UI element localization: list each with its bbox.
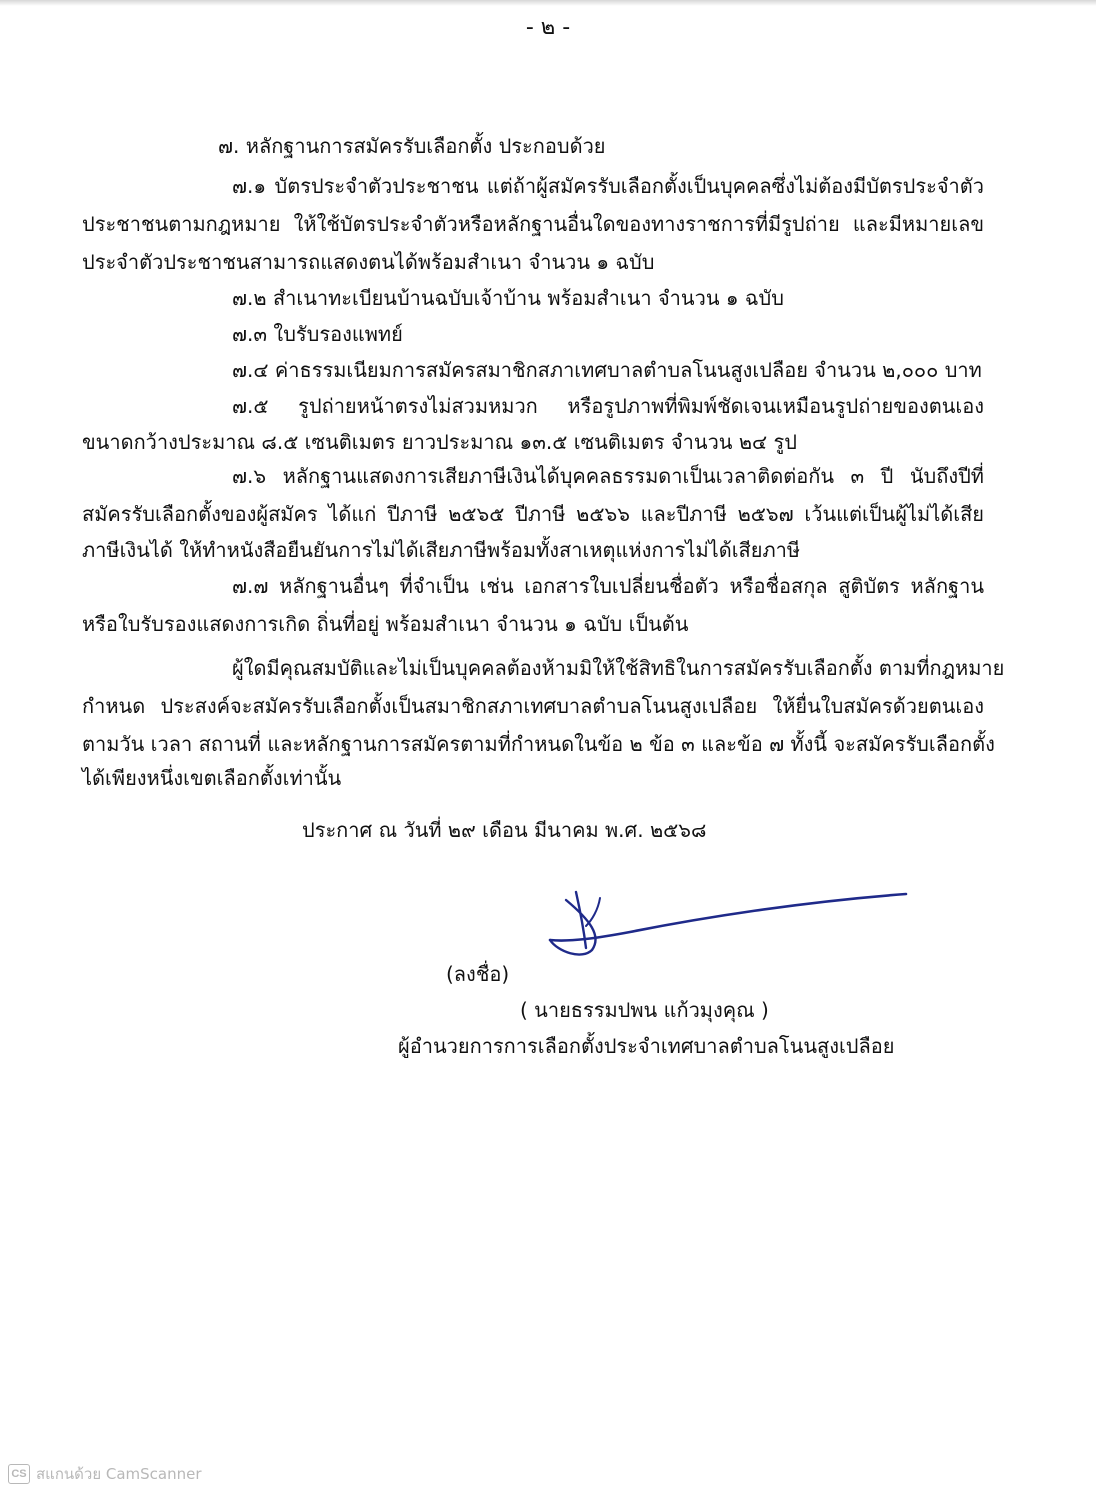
camscanner-logo-icon: CS (8, 1464, 30, 1484)
announcement-date: ประกาศ ณ วันที่ ๒๙ เดือน มีนาคม พ.ศ. ๒๕๖๘ (302, 818, 707, 842)
signer-name: ( นายธรรมปพน แก้วมุงคุณ ) (520, 998, 769, 1022)
item-7-6-line-3: ภาษีเงินได้ ให้ทำหนังสือยืนยันการไม่ได้เสียภาษีพร้อมทั้งสาเหตุแห่งการไม่ได้เสียภาษี (82, 538, 801, 562)
item-7-2: ๗.๒ สำเนาทะเบียนบ้านฉบับเจ้าบ้าน พร้อมสำเนา จำนวน ๑ ฉบับ (232, 286, 784, 310)
scan-top-edge (0, 0, 1096, 6)
item-7-6-line-2: สมัครรับเลือกตั้งของผู้สมัคร ได้แก่ ปีภาษี ๒๕๖๕ ปีภาษี ๒๕๖๖ และปีภาษี ๒๕๖๗ เว้นแต่เป็นผู้ไม่ได้เสีย (82, 502, 984, 526)
watermark-text: สแกนด้วย CamScanner (36, 1465, 202, 1483)
item-7-1-line-1: ๗.๑ บัตรประจำตัวประชาชน แต่ถ้าผู้สมัครรับเลือกตั้งเป็นบุคคลซึ่งไม่ต้องมีบัตรประจำตัว (232, 174, 984, 198)
item-7-1-line-2: ประชาชนตามกฎหมาย ให้ใช้บัตรประจำตัวหรือหลักฐานอื่นใดของทางราชการที่มีรูปถ่าย และมีหมายเลข (82, 212, 984, 236)
closing-paragraph-line-2: กำหนด ประสงค์จะสมัครรับเลือกตั้งเป็นสมาชิกสภาเทศบาลตำบลโนนสูงเปลือย ให้ยื่นใบสมัครด้วยตนเอง (82, 694, 984, 718)
item-7-5-line-2: ขนาดกว้างประมาณ ๘.๕ เซนติเมตร ยาวประมาณ ๑๓.๕ เซนติเมตร จำนวน ๒๔ รูป (82, 430, 797, 454)
closing-paragraph-line-4: ได้เพียงหนึ่งเขตเลือกตั้งเท่านั้น (82, 766, 342, 790)
section-7-heading: ๗. หลักฐานการสมัครรับเลือกตั้ง ประกอบด้วย (218, 134, 606, 158)
item-7-3: ๗.๓ ใบรับรองแพทย์ (232, 322, 403, 346)
signer-position: ผู้อำนวยการการเลือกตั้งประจำเทศบาลตำบลโนนสูงเปลือย (398, 1034, 895, 1058)
signature-label: (ลงชื่อ) (446, 962, 510, 986)
item-7-4: ๗.๔ ค่าธรรมเนียมการสมัครสมาชิกสภาเทศบาลตำบลโนนสูงเปลือย จำนวน ๒,๐๐๐ บาท (232, 358, 982, 382)
item-7-7-line-1: ๗.๗ หลักฐานอื่นๆ ที่จำเป็น เช่น เอกสารใบเปลี่ยนชื่อตัว หรือชื่อสกุล สูติบัตร หลักฐาน (232, 574, 984, 598)
item-7-6-line-1: ๗.๖ หลักฐานแสดงการเสียภาษีเงินได้บุคคลธรรมดาเป็นเวลาติดต่อกัน ๓ ปี นับถึงปีที่ (232, 464, 984, 488)
closing-paragraph-line-1: ผู้ใดมีคุณสมบัติและไม่เป็นบุคคลต้องห้ามมิให้ใช้สิทธิในการสมัครรับเลือกตั้ง ตามที่กฎหมาย (232, 656, 1005, 680)
page-number: - ๒ - (525, 15, 571, 40)
item-7-1-line-3: ประจำตัวประชาชนสามารถแสดงตนได้พร้อมสำเนา จำนวน ๑ ฉบับ (82, 250, 655, 274)
item-7-7-line-2: หรือใบรับรองแสดงการเกิด ถิ่นที่อยู่ พร้อมสำเนา จำนวน ๑ ฉบับ เป็นต้น (82, 612, 689, 636)
item-7-5-line-1: ๗.๕ รูปถ่ายหน้าตรงไม่สวมหมวก หรือรูปภาพที่พิมพ์ชัดเจนเหมือนรูปถ่ายของตนเอง (232, 394, 984, 418)
handwritten-signature (540, 880, 910, 960)
closing-paragraph-line-3: ตามวัน เวลา สถานที่ และหลักฐานการสมัครตามที่กำหนดในข้อ ๒ ข้อ ๓ และข้อ ๗ ทั้งนี้ จะสมัครรับเลือกตั้ง (82, 732, 995, 756)
camscanner-watermark (8, 1462, 202, 1486)
